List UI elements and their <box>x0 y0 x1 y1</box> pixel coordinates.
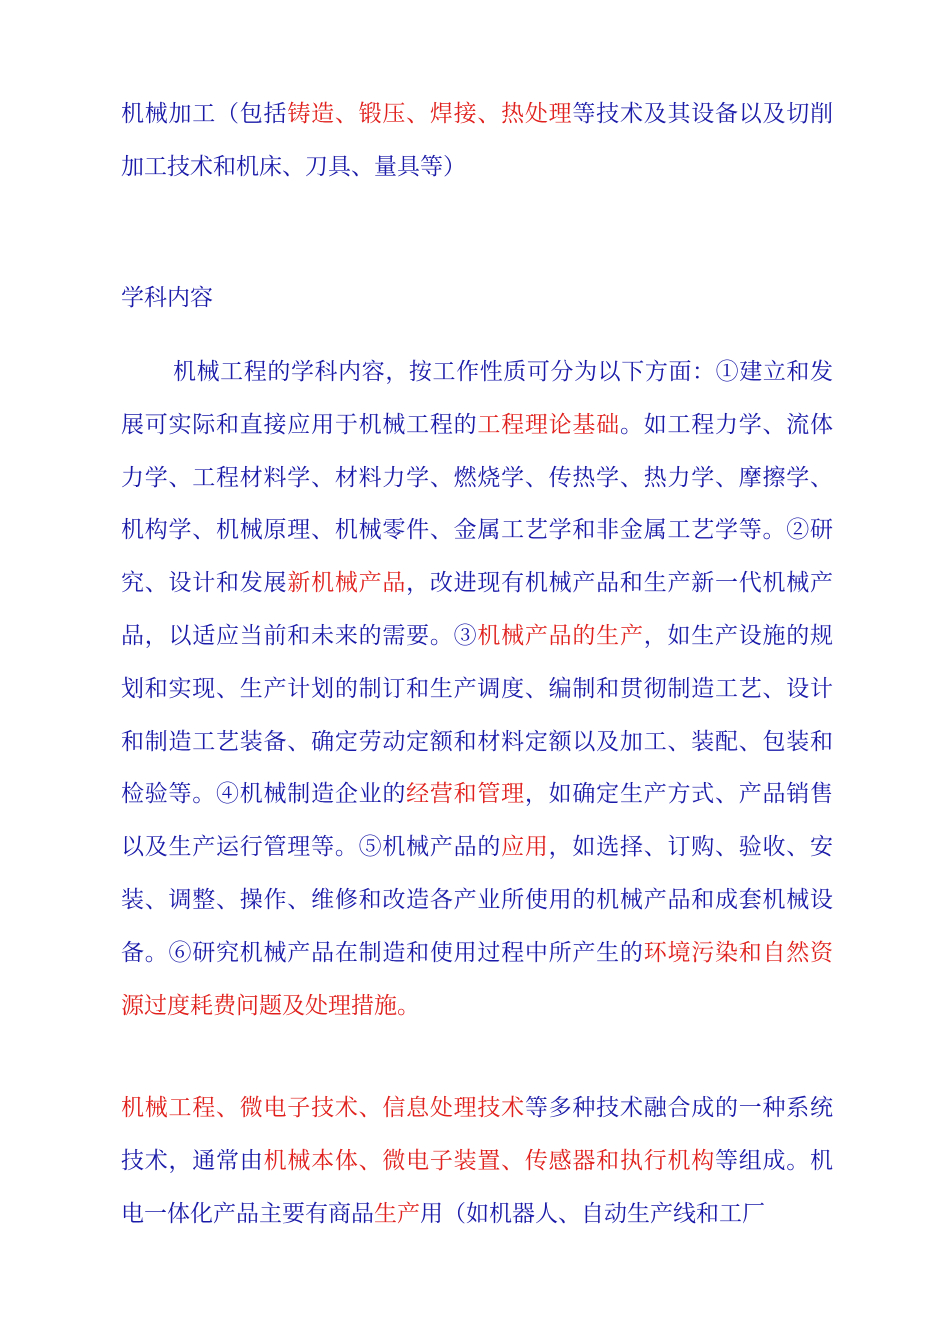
text-run: 机械工程的学科内容，按工作性质可分为以下方面：①建立和发展可实际和直接应用于机械工程的 <box>121 359 833 438</box>
paragraph-mechatronics <box>121 1082 833 1240</box>
text-run: 等技术及其设备以及切削加工技术和机床、刀具、量具等） <box>121 101 834 180</box>
text-run-highlight: 环境污染和自然资源过度耗费问题及处理措施。 <box>121 939 834 1019</box>
text-run-highlight: 铸造、锻压、焊接、热处理 <box>287 101 573 127</box>
text-run-highlight: 机械本体、微电子装置、传感器和执行机构 <box>263 1147 715 1174</box>
text-run-highlight: 应用 <box>501 834 549 861</box>
text-run: ，如选择、订购、验收、安装、调整、操作、维修和改造各产业所使用的机械产品和成套机械设备。⑥研究机械产品在制造和使用过程中所产生的 <box>121 834 834 966</box>
text-run: 等组成。机电一体化产品主要有商品 <box>121 1147 834 1227</box>
text-run: 机械加工（包括 <box>121 101 288 127</box>
text-run: ，改进现有机械产品和生产新一代机械产品，以适应当前和未来的需要。③ <box>121 570 834 649</box>
text-run: ，如确定生产方式、产品销售以及生产运行管理等。⑤机械产品的 <box>121 781 834 861</box>
text-run-highlight: 新机械产品 <box>287 570 407 597</box>
section-heading: 学科内容 <box>121 285 213 311</box>
text-run-highlight: 经营和管理 <box>406 781 525 808</box>
text-run-highlight: 工程理论基础 <box>477 411 620 438</box>
text-run-highlight: 生产 <box>374 1200 420 1227</box>
text-run-highlight: 机械产品的生产 <box>477 622 644 649</box>
text-run-highlight: 机械工程、微电子技术、信息处理技术 <box>121 1095 525 1121</box>
text-run: ，如生产设施的规划和实现、生产计划的制订和生产调度、编制和贯彻制造工艺、设计和制造工艺装备、确定劳动定额和材料定额以及加工、装配、包装和检验等。④机械制造企业的 <box>121 622 834 808</box>
text-run: 。如工程力学、流体力学、工程材料学、材料力学、燃烧学、传热学、热力学、摩擦学、机构学、机械原理、机械零件、金属工艺学和非金属工艺学等。②研究、设计和发展 <box>121 411 834 597</box>
paragraph-discipline-content <box>121 346 833 1032</box>
text-run: 等多种技术融合成的一种系统技术，通常由 <box>121 1095 834 1174</box>
paragraph-machining <box>121 88 833 194</box>
text-run: 用（如机器人、自动生产线和工厂 <box>420 1200 765 1227</box>
